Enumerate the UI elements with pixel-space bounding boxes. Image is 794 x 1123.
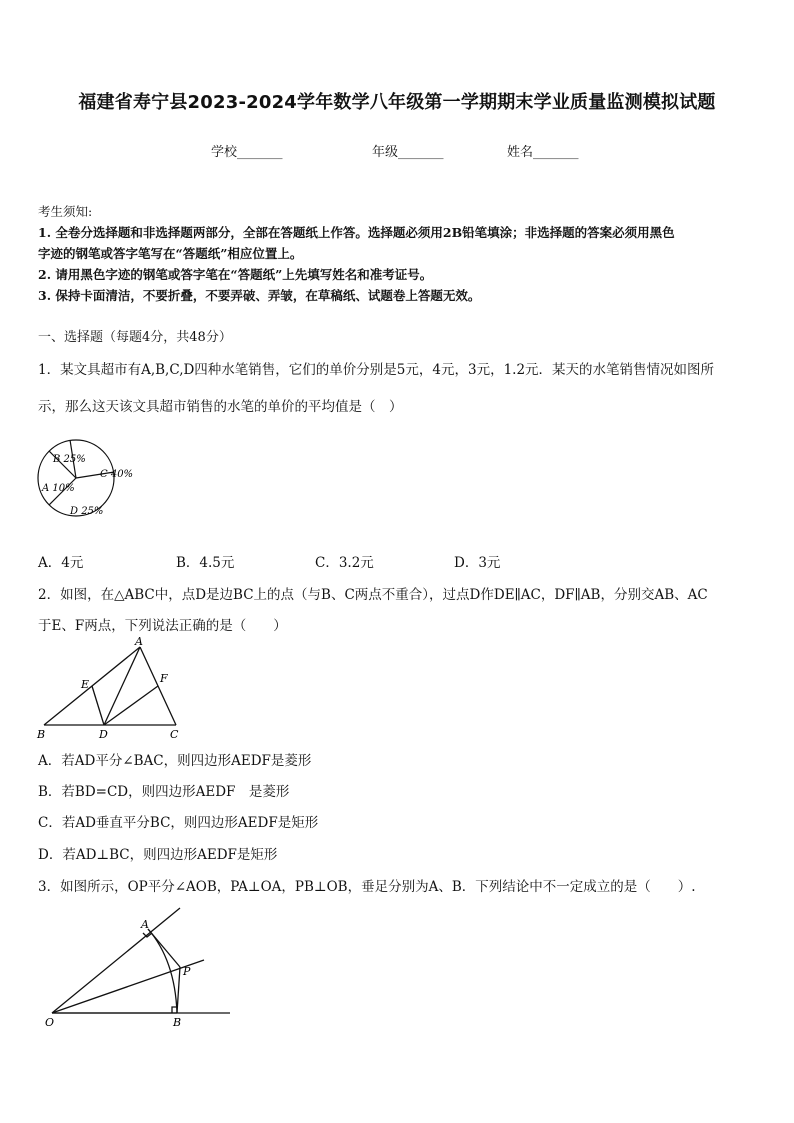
q1-option-d: D．3元 — [454, 555, 501, 571]
q2-option-d: D．若AD⊥BC，则四边形AEDF是矩形 — [38, 847, 278, 863]
pie-label-d: D 25% — [70, 506, 104, 517]
q2-option-b: B．若BD=CD，则四边形AEDF 是菱形 — [38, 784, 290, 800]
q3-label-p: P — [183, 965, 191, 978]
name-field: 姓名_______ — [507, 145, 579, 160]
notice-line-1b: 字迹的钢笔或答字笔写在“答题纸”相应位置上。 — [38, 246, 303, 261]
notice-line-1: 1. 全卷分选择题和非选择题两部分，全部在答题纸上作答。选择题必须用2B铅笔填涂；非选择题的答案必须用黑色 — [38, 225, 675, 240]
pie-label-a: A 10% — [42, 483, 75, 494]
q2-label-f: F — [160, 672, 168, 685]
q3-label-a: A — [141, 918, 149, 931]
q1-line-2: 示，那么这天该文具超市销售的水笔的单价的平均值是（ ） — [38, 399, 403, 415]
q2-line-2: 于E、F两点，下列说法正确的是（ ） — [38, 618, 287, 634]
q2-line-1: 2．如图，在△ABC中，点D是边BC上的点（与B、C两点不重合），过点D作DE∥AC，DF∥AB，分别交AB、AC — [38, 587, 708, 603]
notice-line-2: 2. 请用黑色字迹的钢笔或答字笔在“答题纸”上先填写姓名和准考证号。 — [38, 267, 433, 282]
q2-label-b: B — [37, 728, 46, 741]
q2-option-a: A．若AD平分∠BAC，则四边形AEDF是菱形 — [38, 753, 312, 769]
pie-label-c: C 40% — [100, 469, 134, 480]
school-field: 学校_______ — [211, 145, 283, 160]
q1-line-1: 1．某文具超市有A,B,C,D四种水笔销售，它们的单价分别是5元，4元，3元，1.2元．某天的水笔销售情况如图所 — [38, 362, 715, 378]
grade-field: 年级_______ — [372, 145, 444, 160]
page-title: 福建省寿宁县2023-2024学年数学八年级第一学期期末学业质量监测模拟试题 — [78, 92, 716, 113]
q2-label-d: D — [99, 728, 108, 741]
notice-line-3: 3. 保持卡面清洁，不要折叠，不要弄破、弄皱，在草稿纸、试题卷上答题无效。 — [38, 288, 481, 303]
q1-option-b: B．4.5元 — [176, 555, 235, 571]
q2-option-c: C．若AD垂直平分BC，则四边形AEDF是矩形 — [38, 815, 319, 831]
q1-option-c: C．3.2元 — [315, 555, 374, 571]
q3-label-o: O — [45, 1016, 55, 1029]
q2-triangle-figure — [34, 634, 194, 744]
pie-label-b: B 25% — [53, 454, 86, 465]
q2-label-a: A — [135, 635, 143, 648]
q3-bisector-figure — [40, 900, 240, 1040]
q3-line-1: 3．如图所示，OP平分∠AOB，PA⊥OA，PB⊥OB，垂足分别为A、B．下列结论中不一定成立的是（ ）. — [38, 879, 696, 895]
q1-option-a: A．4元 — [38, 555, 84, 571]
q3-label-b: B — [173, 1016, 182, 1029]
q1-pie-chart — [36, 420, 136, 540]
q2-label-e: E — [81, 678, 90, 691]
notice-heading: 考生须知: — [38, 204, 93, 219]
q2-label-c: C — [170, 728, 179, 741]
section-heading: 一、选择题（每题4分，共48分） — [38, 330, 232, 345]
